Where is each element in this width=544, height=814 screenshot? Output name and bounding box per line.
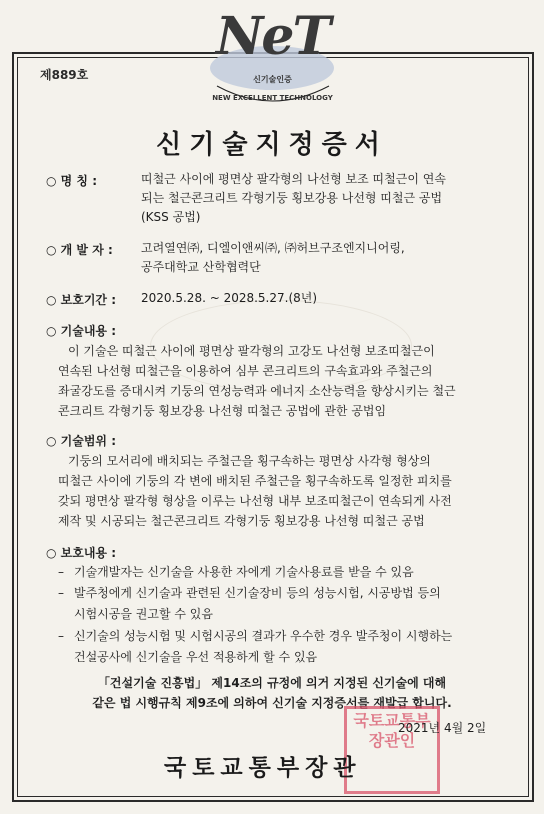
closing-line: 「건설기술 진흥법」 제14조의 규정에 의거 지정된 신기술에 대해	[97, 676, 447, 690]
logo-mark: NeT	[215, 6, 330, 67]
period-label: ○ 보호기간 :	[46, 293, 116, 307]
logo-tagline: NEW EXCELLENT TECHNOLOGY	[212, 94, 333, 102]
protection-text: 시험시공을 권고할 수 있음	[74, 607, 213, 621]
protection-text: 신기술의 성능시험 및 시험시공의 결과가 우수한 경우 발주청이 시행하는	[74, 629, 453, 643]
protection-item	[58, 563, 414, 582]
name-line: 띠철근 사이에 평면상 팔각형의 나선형 보조 띠철근이 연속	[141, 172, 446, 186]
tech-scope-label: ○ 기술범위 :	[46, 434, 116, 448]
seal-text: 국토교통부장관인	[353, 711, 431, 750]
period-value: 2020.5.28. ~ 2028.5.27.(8년)	[141, 291, 318, 305]
issue-date: 2021년 4월 2일	[398, 721, 487, 735]
protection-label: ○ 보호내용 :	[46, 546, 116, 560]
developer-value	[141, 239, 405, 277]
protection-item	[58, 584, 441, 621]
name-line: (KSS 공법)	[141, 210, 201, 224]
net-logo	[205, 8, 340, 118]
tech-content-line: 좌굴강도를 증대시켜 기둥의 연성능력과 에너지 소산능력을 향상시키는 철근	[58, 384, 456, 398]
tech-scope-line: 띠철근 사이에 기둥의 각 변에 배치된 주철근을 횡구속하도록 일정한 피치를	[58, 474, 452, 488]
dash: –	[58, 629, 64, 643]
tech-scope-line: 기둥의 모서리에 배치되는 주철근을 횡구속하는 평면상 사각형 형상의	[68, 454, 431, 468]
tech-content-text	[58, 341, 456, 421]
protection-text: 건설공사에 신기술을 우선 적용하게 할 수 있음	[74, 650, 318, 664]
protection-item	[58, 627, 453, 664]
closing-line: 같은 법 시행규칙 제9조에 의하여 신기술 지정증서를 재발급 합니다.	[92, 696, 452, 710]
developer-label: ○ 개 발 자 :	[46, 243, 113, 257]
tech-scope-line: 제작 및 시공되는 철근콘크리트 각형기둥 횡보강용 나선형 띠철근 공법	[58, 514, 425, 528]
tech-content-line: 연속된 나선형 띠철근을 이용하여 심부 콘크리트의 구속효과와 주철근의	[58, 364, 433, 378]
protection-text: 발주청에게 신기술과 관련된 신기술장비 등의 성능시험, 시공방법 등의	[74, 586, 441, 600]
tech-content-line: 이 기술은 띠철근 사이에 평면상 팔각형의 고강도 나선형 보조띠철근이	[68, 344, 435, 358]
certificate-number: 제889호	[40, 68, 89, 82]
dash: –	[58, 565, 64, 579]
dash: –	[58, 586, 64, 600]
developer-line: 공주대학교 산학협력단	[141, 260, 261, 274]
tech-content-line: 콘크리트 각형기둥 횡보강용 나선형 띠철근 공법에 관한 공법임	[58, 404, 387, 418]
issuer-name: 국토교통부장관	[164, 755, 362, 781]
tech-scope-line: 갖되 평면상 팔각형 형상을 이루는 나선형 내부 보조띠철근이 연속되게 사전	[58, 494, 452, 508]
name-line: 되는 철근콘크리트 각형기둥 횡보강용 나선형 띠철근 공법	[141, 191, 443, 205]
tech-scope-text	[58, 451, 452, 531]
page-title: 신기술지정증서	[156, 130, 388, 160]
protection-text: 기술개발자는 신기술을 사용한 자에게 기술사용료를 받을 수 있음	[74, 565, 414, 579]
name-label: ○ 명 칭 :	[46, 174, 97, 188]
tech-content-label: ○ 기술내용 :	[46, 324, 116, 338]
developer-line: 고려열연㈜, 디엘이앤씨㈜, ㈜허브구조엔지니어링,	[141, 241, 405, 255]
logo-badge: 신기술인증	[253, 75, 292, 84]
name-value	[141, 170, 446, 227]
